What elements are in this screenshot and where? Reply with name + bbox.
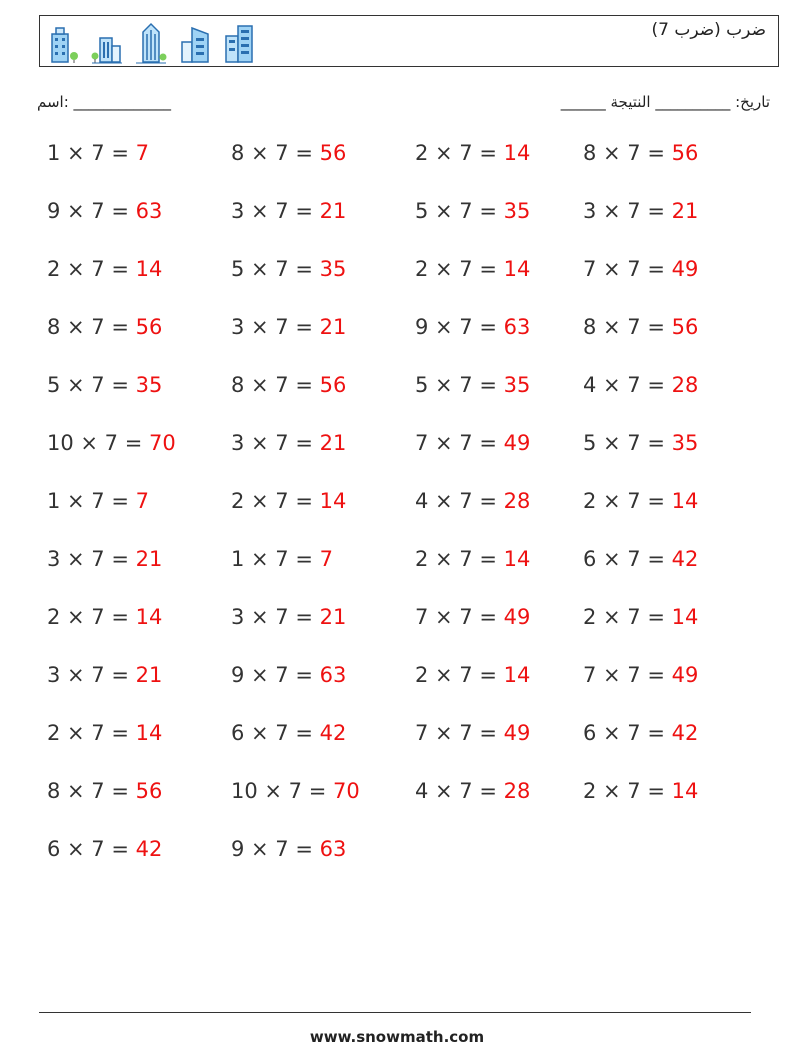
problem-row xyxy=(0,431,794,471)
problem-answer: 7 xyxy=(319,547,333,571)
problem-answer: 49 xyxy=(503,605,531,629)
problem-cell xyxy=(583,779,698,803)
problem-question: 7 × 7 = xyxy=(415,721,504,745)
problem-answer: 21 xyxy=(319,315,347,339)
problem-answer: 14 xyxy=(135,257,163,281)
problem-question: 6 × 7 = xyxy=(583,547,672,571)
problem-cell xyxy=(583,721,698,745)
problem-cell xyxy=(583,431,698,455)
problem-cell xyxy=(231,837,346,861)
problem-cell xyxy=(47,199,162,223)
problem-cell xyxy=(415,721,530,745)
problem-cell xyxy=(231,605,346,629)
problem-answer: 70 xyxy=(332,779,360,803)
problem-question: 1 × 7 = xyxy=(47,489,136,513)
problem-cell xyxy=(583,141,698,165)
problem-row xyxy=(0,721,794,761)
problem-cell xyxy=(415,315,530,339)
problem-cell xyxy=(583,315,698,339)
problem-cell xyxy=(231,663,346,687)
problem-answer: 21 xyxy=(671,199,699,223)
problem-question: 3 × 7 = xyxy=(231,199,320,223)
problem-question: 2 × 7 = xyxy=(231,489,320,513)
problem-question: 8 × 7 = xyxy=(47,779,136,803)
problem-question: 2 × 7 = xyxy=(47,257,136,281)
problem-cell xyxy=(47,779,162,803)
problem-answer: 49 xyxy=(503,721,531,745)
problem-cell xyxy=(231,779,360,803)
problem-answer: 14 xyxy=(503,141,531,165)
problem-cell xyxy=(47,837,162,861)
problem-answer: 14 xyxy=(671,779,699,803)
problem-answer: 28 xyxy=(503,489,531,513)
problem-question: 2 × 7 = xyxy=(583,605,672,629)
problem-row xyxy=(0,837,794,877)
problem-question: 5 × 7 = xyxy=(415,199,504,223)
problem-answer: 14 xyxy=(671,489,699,513)
problem-question: 7 × 7 = xyxy=(583,257,672,281)
problem-question: 6 × 7 = xyxy=(583,721,672,745)
problem-cell xyxy=(583,547,698,571)
problem-question: 7 × 7 = xyxy=(583,663,672,687)
problem-cell xyxy=(583,663,698,687)
problem-question: 8 × 7 = xyxy=(231,373,320,397)
problem-cell xyxy=(231,257,346,281)
problem-question: 7 × 7 = xyxy=(415,605,504,629)
problem-cell xyxy=(583,489,698,513)
building-icon xyxy=(134,20,168,64)
building-icon xyxy=(46,20,80,64)
problem-answer: 35 xyxy=(503,373,531,397)
problem-answer: 28 xyxy=(503,779,531,803)
problem-question: 2 × 7 = xyxy=(415,257,504,281)
problem-row xyxy=(0,257,794,297)
problem-cell xyxy=(231,141,346,165)
problem-cell xyxy=(231,489,346,513)
problem-question: 9 × 7 = xyxy=(231,837,320,861)
problem-question: 5 × 7 = xyxy=(231,257,320,281)
problem-cell xyxy=(415,605,530,629)
problem-answer: 14 xyxy=(135,605,163,629)
problem-answer: 35 xyxy=(671,431,699,455)
problem-answer: 56 xyxy=(135,315,163,339)
footer-url: www.snowmath.com xyxy=(309,1028,485,1046)
problem-answer: 21 xyxy=(319,199,347,223)
problem-answer: 14 xyxy=(503,663,531,687)
problem-cell xyxy=(415,141,530,165)
problem-answer: 21 xyxy=(135,547,163,571)
problem-row xyxy=(0,489,794,529)
problem-question: 10 × 7 = xyxy=(47,431,149,455)
problem-answer: 49 xyxy=(671,257,699,281)
problem-question: 8 × 7 = xyxy=(231,141,320,165)
problem-cell xyxy=(47,663,162,687)
problem-answer: 56 xyxy=(671,315,699,339)
problem-question: 7 × 7 = xyxy=(415,431,504,455)
date-score-label: تاريخ: __________ النتيجة ______ xyxy=(560,93,770,111)
problem-answer: 63 xyxy=(319,663,347,687)
problem-question: 5 × 7 = xyxy=(583,431,672,455)
problem-question: 2 × 7 = xyxy=(583,779,672,803)
problem-cell xyxy=(583,605,698,629)
problem-cell xyxy=(415,431,530,455)
problem-question: 3 × 7 = xyxy=(47,547,136,571)
problem-question: 8 × 7 = xyxy=(583,141,672,165)
problem-answer: 28 xyxy=(671,373,699,397)
problem-cell xyxy=(583,199,698,223)
problem-answer: 56 xyxy=(671,141,699,165)
problem-answer: 56 xyxy=(135,779,163,803)
problem-answer: 7 xyxy=(135,489,149,513)
problem-answer: 49 xyxy=(503,431,531,455)
problem-question: 2 × 7 = xyxy=(415,141,504,165)
problem-answer: 49 xyxy=(671,663,699,687)
problem-question: 1 × 7 = xyxy=(47,141,136,165)
problem-cell xyxy=(47,315,162,339)
problem-row xyxy=(0,141,794,181)
problem-question: 6 × 7 = xyxy=(231,721,320,745)
problem-question: 9 × 7 = xyxy=(415,315,504,339)
problem-question: 2 × 7 = xyxy=(415,663,504,687)
problem-question: 3 × 7 = xyxy=(47,663,136,687)
problem-cell xyxy=(415,257,530,281)
problem-cell xyxy=(231,199,346,223)
problem-row xyxy=(0,315,794,355)
problem-answer: 7 xyxy=(135,141,149,165)
problem-cell xyxy=(583,257,698,281)
problem-question: 2 × 7 = xyxy=(47,721,136,745)
problem-cell xyxy=(47,605,162,629)
building-icon xyxy=(178,20,212,64)
problem-cell xyxy=(583,373,698,397)
problem-cell xyxy=(415,199,530,223)
problem-answer: 63 xyxy=(503,315,531,339)
problem-row xyxy=(0,199,794,239)
problem-answer: 42 xyxy=(319,721,347,745)
problem-cell xyxy=(231,315,346,339)
problem-cell xyxy=(415,489,530,513)
problem-question: 2 × 7 = xyxy=(47,605,136,629)
problem-question: 2 × 7 = xyxy=(583,489,672,513)
problem-answer: 14 xyxy=(319,489,347,513)
problem-question: 5 × 7 = xyxy=(415,373,504,397)
problem-row xyxy=(0,779,794,819)
problem-row xyxy=(0,663,794,703)
problem-cell xyxy=(231,373,346,397)
problem-answer: 14 xyxy=(135,721,163,745)
problem-cell xyxy=(415,373,530,397)
problem-question: 2 × 7 = xyxy=(415,547,504,571)
problem-question: 10 × 7 = xyxy=(231,779,333,803)
problem-answer: 56 xyxy=(319,373,347,397)
problem-cell xyxy=(47,141,149,165)
worksheet-header xyxy=(39,15,779,67)
problem-question: 1 × 7 = xyxy=(231,547,320,571)
problem-question: 9 × 7 = xyxy=(231,663,320,687)
problem-cell xyxy=(415,663,530,687)
problem-question: 6 × 7 = xyxy=(47,837,136,861)
footer-divider xyxy=(39,1012,751,1013)
problem-cell xyxy=(47,489,149,513)
problem-answer: 21 xyxy=(319,605,347,629)
problem-answer: 42 xyxy=(671,721,699,745)
problem-answer: 63 xyxy=(135,199,163,223)
problem-question: 3 × 7 = xyxy=(231,431,320,455)
problem-question: 3 × 7 = xyxy=(231,605,320,629)
problem-answer: 14 xyxy=(671,605,699,629)
problem-cell xyxy=(415,779,530,803)
problem-answer: 21 xyxy=(135,663,163,687)
problem-answer: 21 xyxy=(319,431,347,455)
problem-question: 4 × 7 = xyxy=(415,489,504,513)
problem-question: 8 × 7 = xyxy=(583,315,672,339)
name-field-label: اسم: _____________ xyxy=(37,93,172,111)
problem-answer: 56 xyxy=(319,141,347,165)
problem-cell xyxy=(231,431,346,455)
problem-answer: 35 xyxy=(319,257,347,281)
building-icon xyxy=(222,20,256,64)
worksheet-title: ضرب (ضرب 7) xyxy=(651,20,766,40)
problem-cell xyxy=(231,721,346,745)
problem-question: 4 × 7 = xyxy=(583,373,672,397)
problem-answer: 42 xyxy=(671,547,699,571)
problem-answer: 35 xyxy=(135,373,163,397)
problem-row xyxy=(0,373,794,413)
problem-answer: 63 xyxy=(319,837,347,861)
problem-question: 8 × 7 = xyxy=(47,315,136,339)
problem-question: 9 × 7 = xyxy=(47,199,136,223)
problem-question: 4 × 7 = xyxy=(415,779,504,803)
problem-answer: 42 xyxy=(135,837,163,861)
problem-cell xyxy=(47,431,176,455)
problem-answer: 14 xyxy=(503,257,531,281)
problem-question: 3 × 7 = xyxy=(583,199,672,223)
problem-row xyxy=(0,547,794,587)
problem-cell xyxy=(231,547,333,571)
problem-cell xyxy=(47,373,162,397)
problem-cell xyxy=(47,257,162,281)
building-icon xyxy=(90,20,124,64)
header-icons xyxy=(46,20,256,64)
problem-question: 3 × 7 = xyxy=(231,315,320,339)
problem-cell xyxy=(415,547,530,571)
problem-answer: 35 xyxy=(503,199,531,223)
problem-cell xyxy=(47,547,162,571)
problem-question: 5 × 7 = xyxy=(47,373,136,397)
problem-answer: 70 xyxy=(148,431,176,455)
problem-answer: 14 xyxy=(503,547,531,571)
problem-row xyxy=(0,605,794,645)
problem-cell xyxy=(47,721,162,745)
